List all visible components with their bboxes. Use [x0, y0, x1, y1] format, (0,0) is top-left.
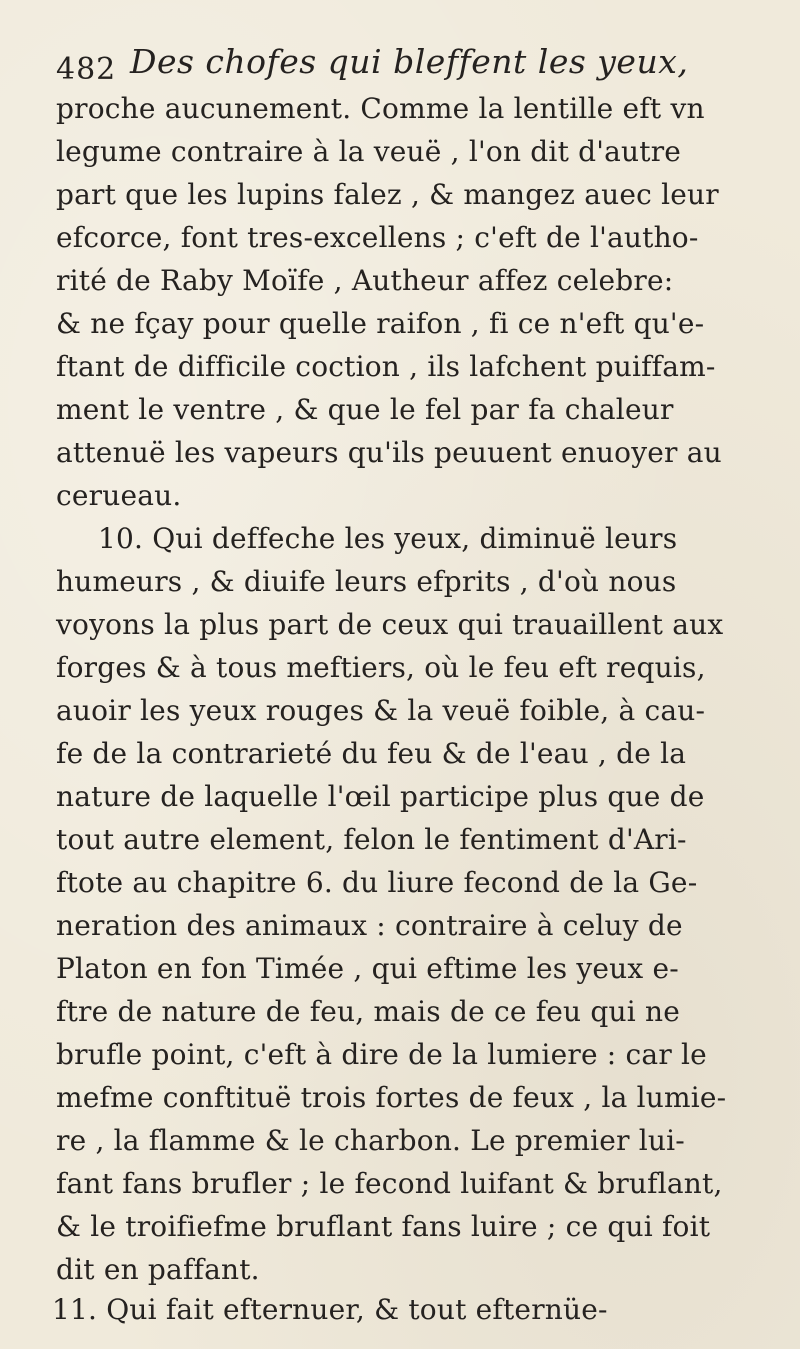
body-line: ftant de difficile coction , ils lafchent puiffam-: [56, 350, 716, 383]
body-line: cerueau.: [56, 479, 182, 512]
body-line: mefme conftituë trois fortes de feux , la lumie-: [56, 1081, 727, 1114]
body-line: re , la flamme & le charbon. Le premier lui-: [56, 1124, 685, 1157]
running-title: Des chofes qui bleffent les yeux,: [130, 42, 689, 81]
body-line: proche aucunement. Comme la lentille eft vn: [56, 92, 705, 125]
body-line: voyons la plus part de ceux qui trauaillent aux: [56, 608, 724, 641]
page-number: 482: [56, 52, 117, 87]
body-line: dit en paffant.: [56, 1253, 260, 1286]
body-line: attenuë les vapeurs qu'ils peuuent enuoyer au: [56, 436, 722, 469]
body-line: ftre de nature de feu, mais de ce feu qui ne: [56, 995, 680, 1028]
body-line: fe de la contrarieté du feu & de l'eau , de la: [56, 737, 687, 770]
body-line: neration des animaux : contraire à celuy de: [56, 909, 683, 942]
section-10-first-line: 10. Qui deffeche les yeux, diminuë leurs: [98, 522, 678, 555]
body-line: auoir les yeux rouges & la veuë foible, à cau-: [56, 694, 706, 727]
body-line: efcorce, font tres-excellens ; c'eft de l'autho-: [56, 221, 699, 254]
body-line: & le troifiefme bruflant fans luire ; ce qui foit: [56, 1210, 711, 1243]
body-line: ment le ventre , & que le fel par fa chaleur: [56, 393, 674, 426]
body-line: brufle point, c'eft à dire de la lumiere : car le: [56, 1038, 707, 1071]
body-line: legume contraire à la veuë , l'on dit d'autre: [56, 135, 682, 168]
body-line: rité de Raby Moïfe , Autheur affez celebre:: [56, 264, 674, 297]
body-line: tout autre element, felon le fentiment d'Ari-: [56, 823, 687, 856]
body-line: forges & à tous meftiers, où le feu eft requis,: [56, 651, 706, 684]
body-line: nature de laquelle l'œil participe plus que de: [56, 780, 705, 813]
body-line: ftote au chapitre 6. du liure fecond de la Ge-: [56, 866, 698, 899]
body-line: Platon en fon Timée , qui eftime les yeux e-: [56, 952, 679, 985]
body-line: humeurs , & diuife leurs efprits , d'où nous: [56, 565, 677, 598]
body-line: & ne fçay pour quelle raifon , fi ce n'eft qu'e-: [56, 307, 705, 340]
body-line: part que les lupins falez , & mangez auec leur: [56, 178, 719, 211]
body-line: fant fans brufler ; le fecond luifant & bruflant,: [56, 1167, 723, 1200]
section-11-first-line: 11. Qui fait efternuer, & tout efternüe-: [52, 1293, 608, 1326]
